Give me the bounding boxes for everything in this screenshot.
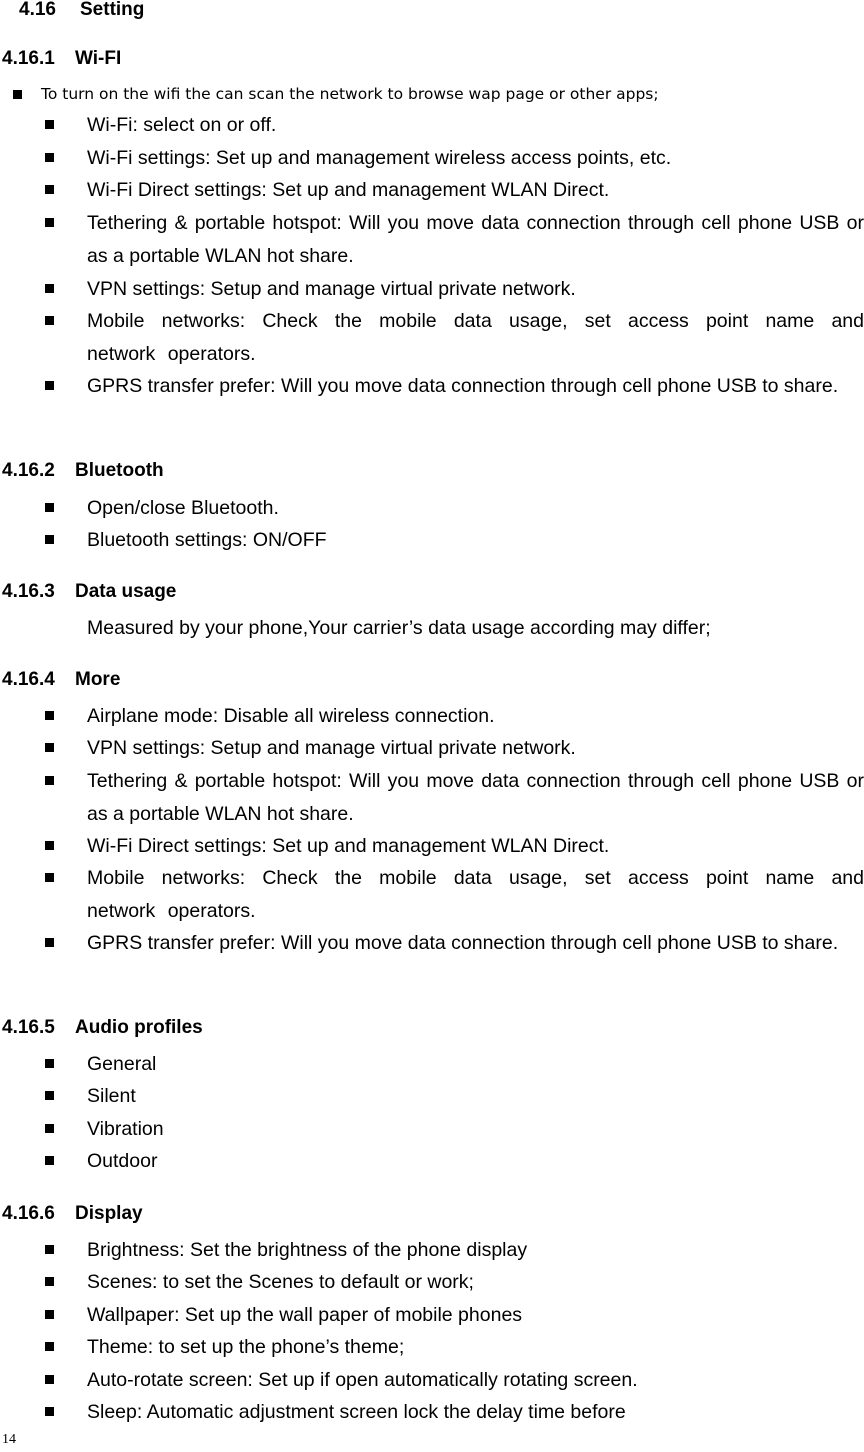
more-heading [2,669,120,691]
list-item: Tethering & portable hotspot: Will you move data connection through cell phone USB or as a portable WLAN hot share. [87,770,864,825]
list-item: Mobile networks: Check the mobile data usage, set access point name and network operators. [87,310,864,365]
list-item: Wi-Fi settings: Set up and management wireless access points, etc. [87,147,672,169]
list-item: Wi-Fi: select on or off. [87,114,277,136]
list-item: Wi-Fi Direct settings: Set up and management WLAN Direct. [87,835,610,857]
more-number: 4.16.4 [2,669,55,690]
list-item: Vibration [87,1118,164,1140]
list-item: General [87,1053,157,1075]
display-number: 4.16.6 [2,1203,55,1224]
list-item: Mobile networks: Check the mobile data usage, set access point name and network operators. [87,867,864,922]
wifi-heading [2,48,121,70]
list-item: VPN settings: Setup and manage virtual private network. [87,737,576,759]
list-item: Outdoor [87,1150,158,1172]
data-usage-title: Data usage [75,581,177,602]
list-item: Wallpaper: Set up the wall paper of mobile phones [87,1304,523,1326]
wifi-intro: To turn on the wifi the can scan the network to browse wap page or other apps; [41,85,659,103]
list-item: Brightness: Set the brightness of the phone display [87,1239,528,1261]
list-item: Auto-rotate screen: Set up if open automatically rotating screen. [87,1369,638,1391]
list-item: GPRS transfer prefer: Will you move data connection through cell phone USB to share. [87,375,839,397]
list-item: Scenes: to set the Scenes to default or work; [87,1271,474,1293]
square-bullet-icon [45,776,54,785]
square-bullet-icon [45,316,54,325]
list-item: Bluetooth settings: ON/OFF [87,529,327,551]
square-bullet-icon [45,503,54,512]
list-item: Open/close Bluetooth. [87,497,279,519]
square-bullet-icon [45,1277,54,1286]
square-bullet-icon [45,381,54,390]
square-bullet-icon [45,938,54,947]
square-bullet-icon [45,1091,54,1100]
display-title: Display [75,1203,143,1224]
square-bullet-icon [45,185,54,194]
audio-heading [2,1017,203,1039]
bluetooth-heading [2,460,164,482]
page-number: 14 [2,1432,16,1447]
list-item: Silent [87,1085,136,1107]
list-item: Wi-Fi Direct settings: Set up and management WLAN Direct. [87,179,610,201]
square-bullet-icon [45,1375,54,1384]
list-item: GPRS transfer prefer: Will you move data connection through cell phone USB to share. [87,932,839,954]
square-bullet-icon [45,1407,54,1416]
square-bullet-icon [45,1310,54,1319]
list-item: Sleep: Automatic adjustment screen lock the delay time before [87,1401,626,1423]
list-item: Airplane mode: Disable all wireless connection. [87,705,495,727]
square-bullet-icon [45,284,54,293]
square-bullet-icon [45,535,54,544]
square-bullet-icon [45,743,54,752]
audio-title: Audio profiles [75,1017,203,1038]
square-bullet-icon [45,1124,54,1133]
data-usage-text: Measured by your phone,Your carrier’s data usage according may differ; [87,617,711,639]
list-item: Tethering & portable hotspot: Will you move data connection through cell phone USB or as a portable WLAN hot share. [87,212,864,267]
bluetooth-title: Bluetooth [75,460,164,481]
square-bullet-icon [45,873,54,882]
wifi-title: Wi-FI [75,48,122,69]
square-bullet-icon [45,1245,54,1254]
more-title: More [75,669,121,690]
square-bullet-icon [13,90,22,99]
list-item: Theme: to set up the phone’s theme; [87,1336,405,1358]
square-bullet-icon [45,1059,54,1068]
square-bullet-icon [45,153,54,162]
section-title: Setting [80,0,145,20]
display-heading [2,1203,143,1225]
square-bullet-icon [45,218,54,227]
wifi-number: 4.16.1 [2,48,55,69]
square-bullet-icon [45,120,54,129]
data-usage-number: 4.16.3 [2,581,55,602]
section-heading [19,0,144,21]
data-usage-heading [2,581,176,603]
square-bullet-icon [45,1342,54,1351]
list-item: VPN settings: Setup and manage virtual private network. [87,278,576,300]
bluetooth-number: 4.16.2 [2,460,55,481]
square-bullet-icon [45,1156,54,1165]
square-bullet-icon [45,711,54,720]
audio-number: 4.16.5 [2,1017,55,1038]
section-number: 4.16 [19,0,56,20]
square-bullet-icon [45,841,54,850]
